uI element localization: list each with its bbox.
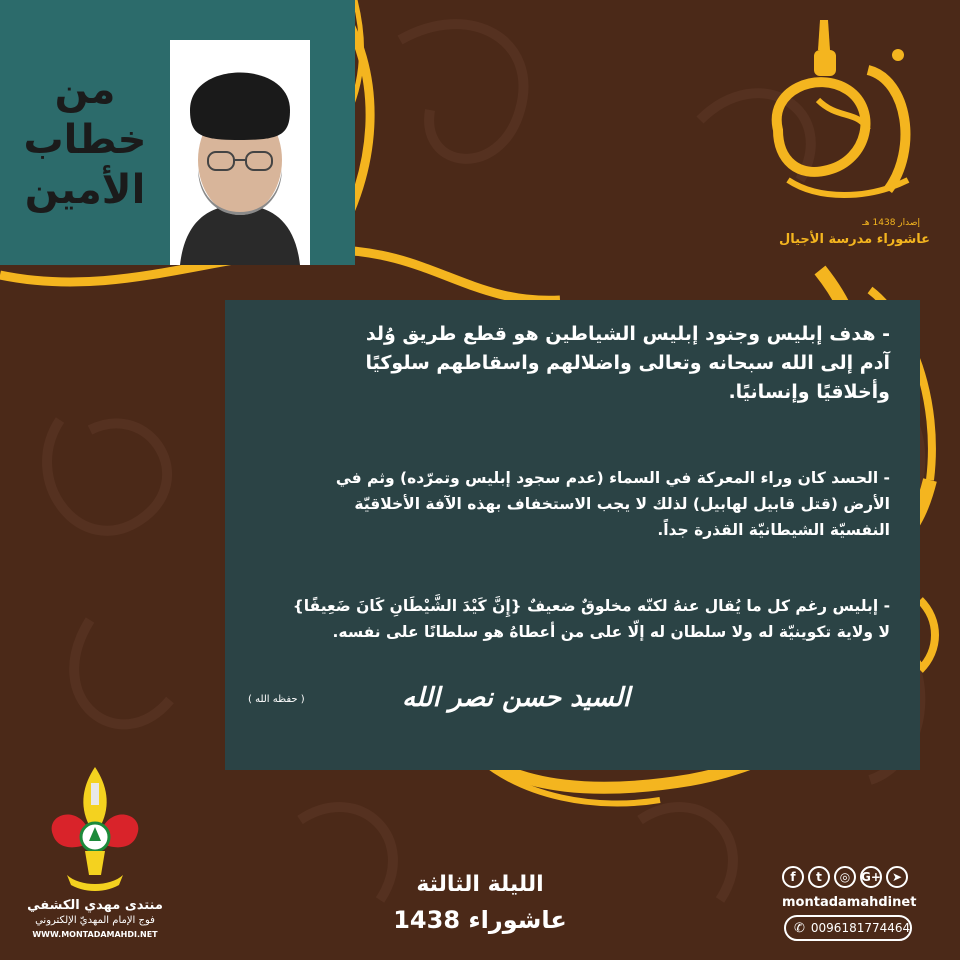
scout-forum-name: منتدى مهدي الكشفي xyxy=(27,898,163,913)
social-handle[interactable]: montadamahdinet xyxy=(782,895,917,910)
telegram-icon[interactable]: ➤ xyxy=(886,866,908,888)
logo-edition: إصدار 1438 هـ xyxy=(862,218,920,228)
phone-badge[interactable] xyxy=(784,915,912,941)
quote-paragraph-2: - الحسد كان وراء المعركة في السماء (عدم سجود إبليس وتمرّده) وثم في الأرض (قتل قابيل لهابيل) لذلك لا يجب الاستخفاف بهذه الآفة الأخلاقيّة النفسيّة الشيطانيّة القذرة جداً. xyxy=(335,469,890,539)
quote-paragraph-1: - هدف إبليس وجنود إبليس الشياطين هو قطع طريق وُلد آدم إلى الله سبحانه وتعالى واضلالهم واسقاطهم سلوكيًا وأخلاقيًا وإنسانيًا. xyxy=(365,323,890,403)
quote-paragraph-3: - إبليس رغم كل ما يُقال عنهُ لكنّه مخلوقٌ ضعيفٌ {إِنَّ كَيْدَ الشَّيْطَانِ كَانَ ضَعِيفًا} لا ولاية تكوينيّة له ولا سلطان له إلّا على من أعطاهُ هو سلطانًا على نفسه. xyxy=(292,597,890,641)
campaign-logo xyxy=(758,10,938,270)
phone-number: 0096181774464 xyxy=(810,921,911,935)
speaker-portrait xyxy=(170,40,310,265)
logo-caption: عاشوراء مدرسة الأجيال xyxy=(778,232,930,247)
ashura-year: عاشوراء 1438 xyxy=(393,906,567,934)
speech-title xyxy=(10,65,160,235)
night-number: الليلة الثالثة xyxy=(416,872,544,897)
speaker-signature: السيد حسن نصر الله xyxy=(402,683,630,713)
signature-honorific: ( حفظه الله ) xyxy=(248,694,305,705)
phone-icon: ✆ xyxy=(794,920,805,936)
title-line-1: من xyxy=(54,67,116,113)
scout-emblem-art xyxy=(45,765,145,895)
google-plus-icon[interactable]: G+ xyxy=(860,866,882,888)
campaign-logo-art xyxy=(758,10,938,220)
scout-forum-url[interactable]: WWW.MONTADAMAHDI.NET xyxy=(32,930,158,939)
scout-emblem xyxy=(45,765,145,895)
social-icons xyxy=(782,866,912,892)
facebook-icon[interactable]: f xyxy=(782,866,804,888)
night-label xyxy=(365,868,595,938)
scout-forum-subtitle: فوج الإمام المهديّ الإلكتروني xyxy=(35,915,155,926)
title-line-3: الأمين xyxy=(24,167,146,213)
title-line-2: خطاب xyxy=(23,117,147,163)
portrait-illustration xyxy=(170,40,310,265)
twitter-icon[interactable]: t xyxy=(808,866,830,888)
instagram-icon[interactable]: ◎ xyxy=(834,866,856,888)
